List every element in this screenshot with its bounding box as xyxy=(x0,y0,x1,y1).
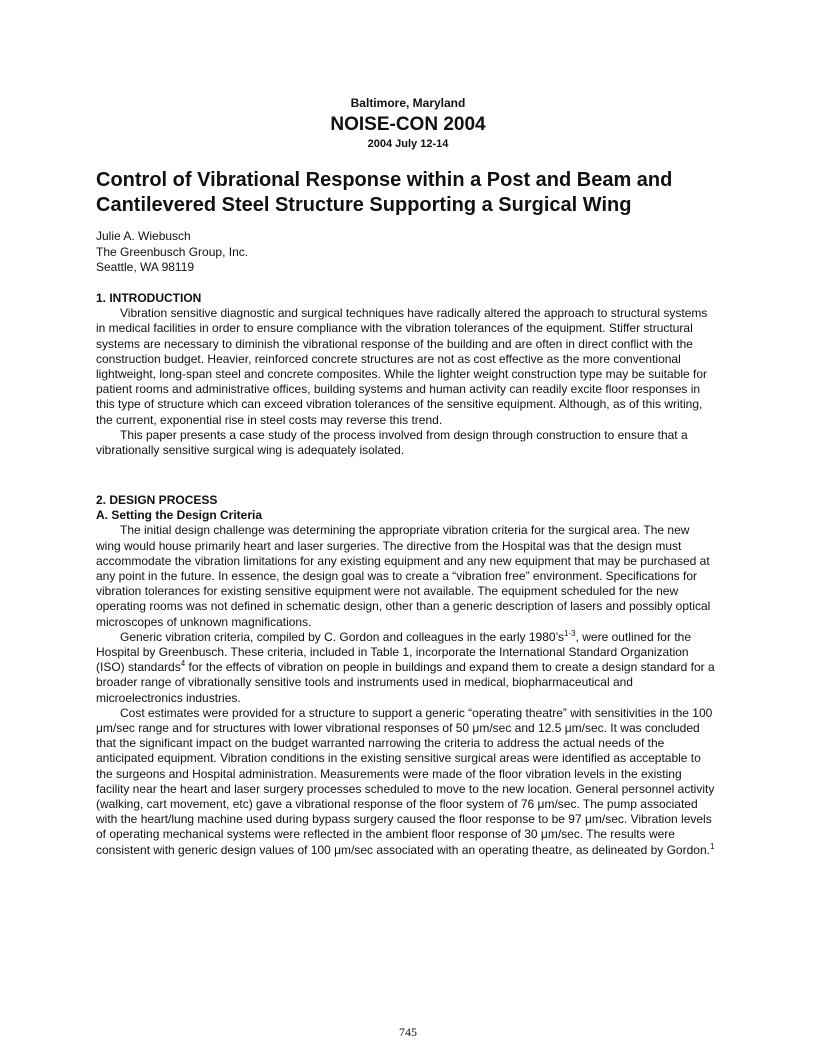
author-block xyxy=(96,229,248,276)
text-run: Cost estimates were provided for a structure to support a generic “operating theatre” with sensitivities in the 100 μm/sec range and for structures with lower vibrational responses of 50 μm/sec and 12.5 μm/sec. It was concluded that the significant impact on the budget warranted narrowing the criteria to address the actual needs of the anticipated equipment. Vibration conditions in the existing sensitive surgical areas were identified as acceptable to the surgeons and Hospital administration. Measurements were made of the floor vibration levels in the existing facility near the heart and laser surgery processes scheduled to move to the new location. General personnel activity (walking, cart movement, etc) gave a vibrational response of the floor system of 76 μm/sec. The pump associated with the heart/lung machine used during bypass surgery caused the floor response to be 97 μm/sec. Vibration levels of operating mechanical systems were reflected in the ambient floor response of 30 μm/sec. The results were consistent with generic design values of 100 μm/sec associated with an operating theatre, as delineated by Gordon. xyxy=(96,705,715,857)
text-run: for the effects of vibration on people in buildings and expand them to create a design standard for a broader range of vibrationally sensitive tools and instruments used in medical, biopharmaceutical and microelectronics industries. xyxy=(96,660,715,705)
section-introduction xyxy=(96,291,716,458)
page-number: 745 xyxy=(399,1025,417,1039)
conference-name: NOISE-CON 2004 xyxy=(330,114,486,135)
citation-superscript: 4 xyxy=(180,659,186,669)
subsection-heading: A. Setting the Design Criteria xyxy=(96,508,263,523)
text-run: , were outlined for the Hospital by Greenbusch. These criteria, included in Table 1, incorporate the International Standard Organization (ISO) standards xyxy=(96,629,691,675)
text-run: Generic vibration criteria, compiled by C. Gordon and colleagues in the early 1980’s xyxy=(120,629,565,644)
section-design-process xyxy=(96,493,716,858)
conference-dates: 2004 July 12-14 xyxy=(367,138,449,150)
paragraph: Vibration sensitive diagnostic and surgical techniques have radically altered the approach to structural systems in medical facilities in order to ensure compliance with the vibration tolerances of the equipment. Stiffer structural systems are necessary to diminish the vibrational response of the building and are often in direct conflict with the construction budget. Heavier, reinforced concrete structures are not as cost effective as the more conventional lightweight, long-span steel and concrete composites. While the lighter weight construction type may be suitable for patient rooms and administrative offices, building systems and human activity can readily excite floor responses in this type of structure which can exceed vibration tolerances of the sensitive equipment. Although, as of this writing, the current, exponential rise in steel costs may reverse this trend. xyxy=(96,306,708,427)
paper-title: Control of Vibrational Response within a Post and Beam and Cantilevered Steel Structure Supporting a Surgical Wing xyxy=(96,169,673,216)
section-heading: 2. DESIGN PROCESS xyxy=(96,493,218,507)
paragraph: This paper presents a case study of the process involved from design through construction to ensure that a vibrationally sensitive surgical wing is adequately isolated. xyxy=(96,427,688,458)
author-organization: The Greenbusch Group, Inc. xyxy=(96,244,249,259)
author-address: Seattle, WA 98119 xyxy=(96,260,195,274)
paragraph xyxy=(96,706,716,858)
conference-location: Baltimore, Maryland xyxy=(350,96,466,110)
author-name: Julie A. Wiebusch xyxy=(96,229,191,243)
citation-superscript: 1-3 xyxy=(564,628,576,638)
paragraph xyxy=(96,630,716,706)
citation-superscript: 1 xyxy=(709,841,715,851)
paragraph: The initial design challenge was determining the appropriate vibration criteria for the surgical area. The new wing would house primarily heart and laser surgeries. The directive from the Hospital was that the design must accommodate the vibration limitations for any existing equipment and any new equipment that may be purchased at any point in the future. In essence, the design goal was to create a “vibration free” environment. Specifications for vibration tolerances for existing sensitive equipment were not available. The equipment scheduled for the new operating rooms was not defined in schematic design, other than a generic description of lasers and possibly optical microscopes of unknown magnifications. xyxy=(96,523,711,629)
section-heading: 1. INTRODUCTION xyxy=(96,291,202,305)
